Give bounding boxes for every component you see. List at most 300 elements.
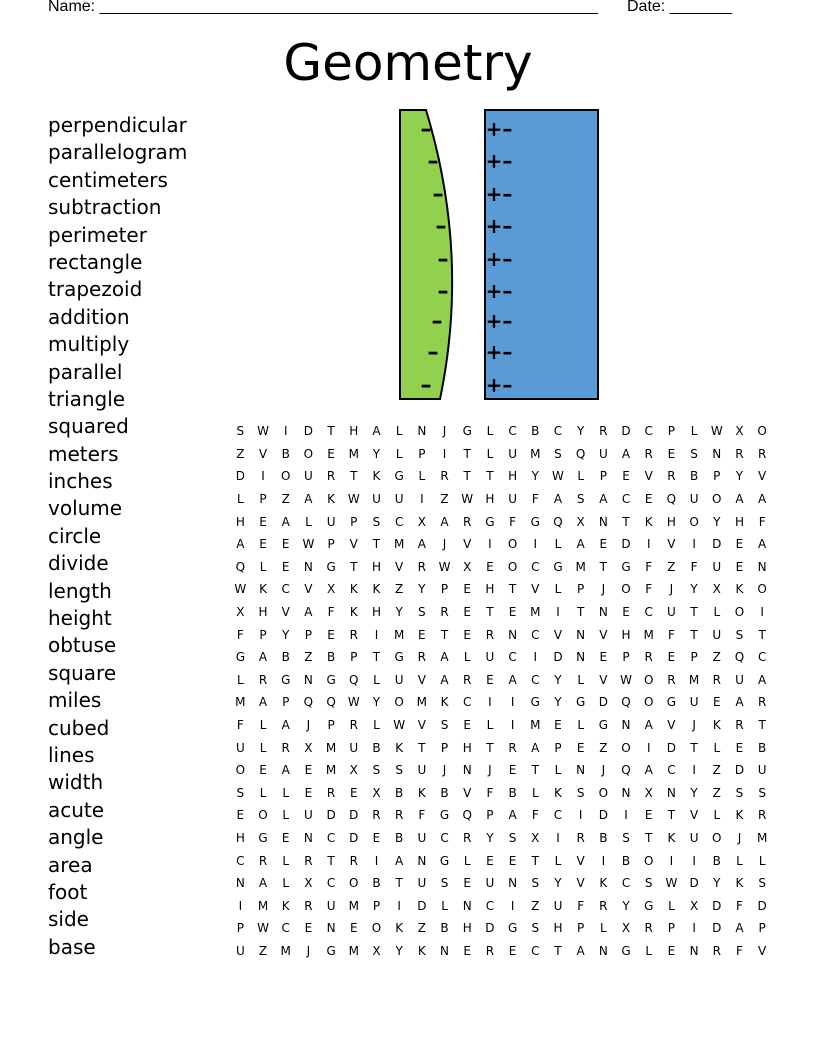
grid-letter: K xyxy=(554,785,562,800)
grid-letter: P xyxy=(440,582,449,597)
grid-letter: D xyxy=(757,898,767,913)
plus-minus-charge-mark: +– xyxy=(485,309,513,333)
grid-letter: D xyxy=(598,695,608,710)
grid-letter: H xyxy=(258,605,268,620)
grid-letter: L xyxy=(282,808,290,823)
grid-letter: Q xyxy=(621,763,631,778)
grid-letter: K xyxy=(599,876,608,891)
grid-letter: I xyxy=(692,853,696,868)
grid-letter: F xyxy=(645,559,653,574)
grid-letter: E xyxy=(599,537,608,552)
grid-letter: S xyxy=(440,876,449,891)
grid-letter: Q xyxy=(621,695,631,710)
grid-letter: T xyxy=(576,605,585,620)
grid-letter: E xyxy=(599,650,608,665)
grid-letter: J xyxy=(488,763,492,778)
grid-letter: I xyxy=(488,537,492,552)
grid-letter: E xyxy=(508,853,517,868)
grid-letter: J xyxy=(601,763,606,778)
grid-letter: T xyxy=(395,876,403,891)
grid-letter: M xyxy=(688,672,700,687)
grid-letter: D xyxy=(621,424,631,439)
grid-letter: T xyxy=(440,627,449,642)
grid-letter: Y xyxy=(622,898,630,913)
grid-letter: A xyxy=(372,424,381,439)
grid-letter: E xyxy=(644,808,653,823)
grid-letter: X xyxy=(735,424,744,439)
grid-letter: T xyxy=(486,469,494,484)
grid-letter: O xyxy=(598,785,609,800)
grid-letter: I xyxy=(692,537,696,552)
grid-letter: U xyxy=(667,605,676,620)
grid-row xyxy=(229,849,774,872)
grid-letter: A xyxy=(735,695,744,710)
grid-letter: O xyxy=(734,605,745,620)
grid-letter: R xyxy=(712,672,721,687)
grid-letter: Y xyxy=(395,605,403,620)
word-list-item: length xyxy=(48,578,112,603)
grid-letter: Z xyxy=(440,492,449,507)
grid-letter: Q xyxy=(553,514,563,529)
grid-letter: Z xyxy=(531,898,540,913)
grid-letter: N xyxy=(598,943,608,958)
grid-letter: N xyxy=(666,785,676,800)
grid-letter: S xyxy=(554,446,562,461)
grid-letter: R xyxy=(440,605,449,620)
grid-letter: A xyxy=(258,695,268,710)
grid-row xyxy=(229,465,774,488)
grid-letter: U xyxy=(689,492,699,507)
grid-letter: S xyxy=(372,514,381,529)
grid-letter: F xyxy=(667,627,675,642)
grid-letter: O xyxy=(757,424,767,439)
grid-letter: S xyxy=(622,830,630,845)
grid-letter: C xyxy=(621,492,631,507)
grid-letter: F xyxy=(531,808,539,823)
grid-letter: T xyxy=(508,582,517,597)
grid-letter: G xyxy=(530,514,540,529)
grid-letter: U xyxy=(598,446,608,461)
grid-row xyxy=(229,714,774,737)
grid-letter: T xyxy=(372,537,381,552)
grid-letter: M xyxy=(643,627,654,642)
grid-letter: Z xyxy=(712,785,721,800)
grid-letter: U xyxy=(689,830,699,845)
grid-row xyxy=(229,443,774,466)
grid-letter: A xyxy=(758,672,767,687)
grid-letter: F xyxy=(758,514,766,529)
grid-letter: H xyxy=(621,627,631,642)
grid-letter: X xyxy=(236,605,245,620)
grid-letter: W xyxy=(665,876,678,891)
grid-letter: T xyxy=(758,718,766,733)
grid-letter: I xyxy=(578,808,583,823)
grid-letter: J xyxy=(306,718,311,733)
grid-letter: P xyxy=(554,740,562,755)
grid-letter: P xyxy=(599,469,607,484)
word-list-item: area xyxy=(48,852,93,877)
grid-letter: G xyxy=(576,695,586,710)
grid-letter: L xyxy=(554,537,562,552)
grid-letter: K xyxy=(395,921,404,936)
grid-letter: P xyxy=(577,921,585,936)
grid-letter: E xyxy=(644,492,653,507)
grid-letter: S xyxy=(735,627,744,642)
grid-letter: Q xyxy=(303,695,314,710)
word-list-item: rectangle xyxy=(48,249,143,274)
grid-letter: T xyxy=(350,469,358,484)
grid-letter: A xyxy=(758,492,767,507)
word-list-item: perpendicular xyxy=(48,113,187,137)
grid-letter: K xyxy=(259,582,267,597)
grid-letter: G xyxy=(394,469,404,484)
grid-letter: K xyxy=(349,605,358,620)
minus-charge-mark: – xyxy=(437,279,449,304)
grid-letter: F xyxy=(327,605,335,620)
grid-letter: X xyxy=(372,943,381,958)
grid-letter: I xyxy=(510,898,515,913)
grid-letter: N xyxy=(303,559,313,574)
grid-letter: C xyxy=(667,763,676,778)
grid-letter: A xyxy=(304,492,313,507)
grid-letter: B xyxy=(440,921,449,936)
grid-letter: Q xyxy=(575,446,586,461)
grid-letter: F xyxy=(236,627,244,642)
grid-letter: T xyxy=(599,559,608,574)
grid-letter: D xyxy=(326,808,336,823)
word-list-item: side xyxy=(48,907,89,932)
grid-letter: E xyxy=(372,830,381,845)
grid-letter: U xyxy=(417,763,427,778)
grid-letter: S xyxy=(418,605,426,620)
grid-letter: K xyxy=(644,514,653,529)
plus-minus-charge-mark: +– xyxy=(485,214,513,238)
grid-letter: C xyxy=(394,514,404,529)
grid-letter: P xyxy=(758,921,766,936)
grid-letter: E xyxy=(281,537,290,552)
grid-row xyxy=(229,623,774,646)
grid-letter: Y xyxy=(282,627,290,642)
grid-letter: P xyxy=(327,537,335,552)
grid-letter: R xyxy=(372,808,381,823)
grid-letter: Y xyxy=(554,695,562,710)
grid-letter: I xyxy=(283,424,288,439)
word-list-item: width xyxy=(48,770,104,795)
word-list-item: obtuse xyxy=(48,633,117,658)
grid-letter: L xyxy=(486,718,494,733)
grid-letter: G xyxy=(281,672,291,687)
grid-letter: O xyxy=(507,559,518,574)
word-list-item: multiply xyxy=(48,332,130,357)
grid-letter: O xyxy=(349,876,359,891)
grid-letter: L xyxy=(282,785,290,800)
grid-letter: A xyxy=(621,446,631,461)
grid-letter: L xyxy=(463,853,471,868)
grid-letter: A xyxy=(258,650,268,665)
grid-row xyxy=(229,669,774,692)
grid-letter: C xyxy=(531,943,540,958)
grid-letter: T xyxy=(372,650,381,665)
grid-letter: D xyxy=(621,537,631,552)
grid-letter: R xyxy=(463,672,472,687)
grid-letter: M xyxy=(393,537,405,552)
grid-letter: E xyxy=(281,830,290,845)
grid-letter: N xyxy=(303,830,313,845)
grid-letter: V xyxy=(304,582,313,597)
grid-letter: J xyxy=(601,582,606,597)
grid-letter: X xyxy=(349,763,358,778)
grid-letter: O xyxy=(507,537,518,552)
grid-letter: G xyxy=(462,424,472,439)
grid-letter: V xyxy=(758,943,767,958)
grid-letter: G xyxy=(553,559,563,574)
grid-letter: E xyxy=(508,763,517,778)
grid-letter: R xyxy=(326,469,336,484)
grid-letter: N xyxy=(462,763,472,778)
grid-letter: B xyxy=(395,830,404,845)
grid-letter: D xyxy=(303,424,314,439)
grid-letter: C xyxy=(508,650,517,665)
grid-row xyxy=(229,420,774,443)
grid-letter: B xyxy=(281,446,290,461)
grid-letter: R xyxy=(644,921,653,936)
grid-letter: Q xyxy=(349,672,359,687)
grid-letter: W xyxy=(461,492,474,507)
grid-letter: R xyxy=(349,853,358,868)
plus-minus-charge-mark: +– xyxy=(485,340,513,364)
grid-letter: D xyxy=(712,537,722,552)
grid-letter: O xyxy=(712,830,722,845)
grid-letter: D xyxy=(485,921,495,936)
grid-letter: W xyxy=(302,537,315,552)
grid-letter: K xyxy=(667,830,676,845)
word-list-item: perimeter xyxy=(48,222,147,247)
grid-letter: H xyxy=(235,514,245,529)
grid-letter: F xyxy=(736,898,743,913)
lens-and-slab-illustration xyxy=(390,100,610,405)
grid-letter: A xyxy=(258,876,268,891)
grid-letter: A xyxy=(531,740,540,755)
grid-letter: I xyxy=(374,853,379,868)
grid-letter: R xyxy=(349,627,358,642)
grid-letter: U xyxy=(417,830,427,845)
word-list-item: lines xyxy=(48,742,95,767)
grid-letter: W xyxy=(710,424,723,439)
grid-letter: D xyxy=(349,808,359,823)
grid-letter: S xyxy=(508,830,517,845)
grid-letter: P xyxy=(713,469,721,484)
grid-letter: N xyxy=(440,943,450,958)
grid-letter: P xyxy=(327,718,335,733)
grid-letter: A xyxy=(644,718,653,733)
grid-letter: C xyxy=(621,876,631,891)
grid-letter: U xyxy=(372,492,381,507)
grid-letter: K xyxy=(281,898,290,913)
grid-letter: A xyxy=(395,853,404,868)
grid-letter: L xyxy=(237,672,244,687)
grid-letter: U xyxy=(326,514,336,529)
grid-letter: U xyxy=(326,898,336,913)
grid-row xyxy=(229,578,774,601)
grid-letter: S xyxy=(758,876,766,891)
minus-charge-mark: – xyxy=(420,117,432,142)
grid-letter: N xyxy=(712,446,722,461)
grid-letter: V xyxy=(349,537,358,552)
grid-letter: B xyxy=(281,650,290,665)
grid-letter: E xyxy=(463,582,472,597)
grid-letter: W xyxy=(257,921,269,936)
grid-letter: N xyxy=(576,763,586,778)
grid-letter: X xyxy=(463,559,472,574)
grid-letter: I xyxy=(692,763,696,778)
grid-letter: M xyxy=(416,695,428,710)
grid-letter: U xyxy=(712,627,722,642)
grid-letter: O xyxy=(689,514,699,529)
grid-letter: O xyxy=(643,672,654,687)
grid-letter: O xyxy=(621,740,631,755)
grid-letter: T xyxy=(690,627,698,642)
word-search-grid xyxy=(229,420,774,962)
word-list-item: parallel xyxy=(48,359,123,384)
grid-letter: T xyxy=(486,740,494,755)
grid-letter: Y xyxy=(418,582,426,597)
grid-letter: M xyxy=(575,559,586,574)
grid-letter: P xyxy=(259,492,267,507)
grid-letter: V xyxy=(463,785,472,800)
grid-letter: R xyxy=(304,898,313,913)
grid-letter: L xyxy=(577,469,584,484)
grid-letter: W xyxy=(347,695,360,710)
grid-letter: L xyxy=(486,424,494,439)
grid-letter: Q xyxy=(462,808,472,823)
grid-letter: E xyxy=(622,469,630,484)
grid-letter: E xyxy=(327,446,335,461)
word-list-item: subtraction xyxy=(48,195,162,220)
word-list-item: acute xyxy=(48,797,105,822)
word-list-item: cubed xyxy=(48,715,110,740)
grid-letter: C xyxy=(485,898,495,913)
grid-letter: Y xyxy=(690,785,698,800)
grid-letter: E xyxy=(735,559,744,574)
grid-letter: R xyxy=(417,559,427,574)
grid-letter: K xyxy=(735,876,744,891)
grid-letter: O xyxy=(371,921,382,936)
grid-letter: N xyxy=(689,943,699,958)
grid-row xyxy=(229,872,774,895)
page-title: Geometry xyxy=(283,34,533,92)
grid-letter: L xyxy=(577,718,584,733)
grid-letter: L xyxy=(305,514,312,529)
grid-letter: M xyxy=(756,830,768,845)
minus-charge-mark: – xyxy=(427,340,439,365)
grid-letter: T xyxy=(554,943,562,958)
grid-letter: T xyxy=(531,853,539,868)
grid-letter: E xyxy=(259,763,267,778)
grid-letter: E xyxy=(281,559,290,574)
grid-letter: H xyxy=(371,605,381,620)
grid-letter: L xyxy=(259,740,267,755)
grid-letter: Z xyxy=(599,740,608,755)
grid-letter: H xyxy=(666,514,676,529)
word-list-item: trapezoid xyxy=(48,277,143,302)
grid-letter: L xyxy=(758,853,766,868)
minus-charge-mark: – xyxy=(437,247,449,272)
grid-row xyxy=(229,917,774,940)
grid-letter: U xyxy=(712,559,722,574)
grid-letter: I xyxy=(556,830,560,845)
grid-letter: T xyxy=(350,559,358,574)
grid-letter: X xyxy=(417,514,426,529)
grid-letter: E xyxy=(667,650,676,665)
grid-letter: T xyxy=(463,469,471,484)
grid-row xyxy=(229,533,774,556)
grid-letter: L xyxy=(577,672,584,687)
grid-letter: I xyxy=(533,537,538,552)
grid-letter: I xyxy=(397,898,401,913)
grid-letter: L xyxy=(690,424,698,439)
grid-letter: M xyxy=(393,627,405,642)
grid-letter: O xyxy=(258,808,268,823)
grid-letter: U xyxy=(394,672,404,687)
grid-letter: G xyxy=(666,695,677,710)
grid-letter: V xyxy=(417,718,426,733)
grid-letter: L xyxy=(713,605,721,620)
grid-letter: I xyxy=(760,605,764,620)
grid-letter: G xyxy=(439,853,450,868)
grid-letter: D xyxy=(666,740,677,755)
grid-letter: G xyxy=(621,943,631,958)
grid-letter: K xyxy=(395,740,404,755)
grid-letter: U xyxy=(235,740,245,755)
grid-letter: H xyxy=(553,921,563,936)
grid-letter: J xyxy=(737,830,742,845)
grid-letter: N xyxy=(326,921,336,936)
grid-letter: S xyxy=(644,876,653,891)
grid-letter: X xyxy=(304,740,313,755)
grid-letter: O xyxy=(643,853,654,868)
grid-letter: I xyxy=(646,740,651,755)
grid-letter: J xyxy=(442,424,447,439)
grid-letter: A xyxy=(281,718,290,733)
grid-letter: Z xyxy=(395,582,404,597)
grid-letter: A xyxy=(236,537,245,552)
grid-letter: M xyxy=(530,605,541,620)
grid-letter: Y xyxy=(395,943,403,958)
grid-letter: O xyxy=(757,582,767,597)
grid-letter: D xyxy=(553,650,563,665)
grid-letter: E xyxy=(576,740,585,755)
grid-letter: P xyxy=(372,898,381,913)
grid-letter: T xyxy=(327,853,335,868)
date-field-label: Date: _______ xyxy=(627,0,732,15)
grid-letter: W xyxy=(620,672,632,687)
grid-letter: T xyxy=(622,514,630,529)
grid-letter: R xyxy=(258,853,268,868)
grid-letter: I xyxy=(556,605,560,620)
grid-row xyxy=(229,736,774,759)
grid-letter: T xyxy=(463,446,471,461)
grid-letter: F xyxy=(645,582,653,597)
grid-letter: Y xyxy=(713,514,721,529)
grid-letter: L xyxy=(441,898,448,913)
grid-letter: G xyxy=(394,650,404,665)
grid-letter: K xyxy=(372,469,381,484)
grid-letter: I xyxy=(261,469,265,484)
grid-letter: E xyxy=(349,921,358,936)
grid-letter: B xyxy=(372,876,381,891)
grid-letter: O xyxy=(235,763,246,778)
grid-letter: C xyxy=(236,853,245,868)
